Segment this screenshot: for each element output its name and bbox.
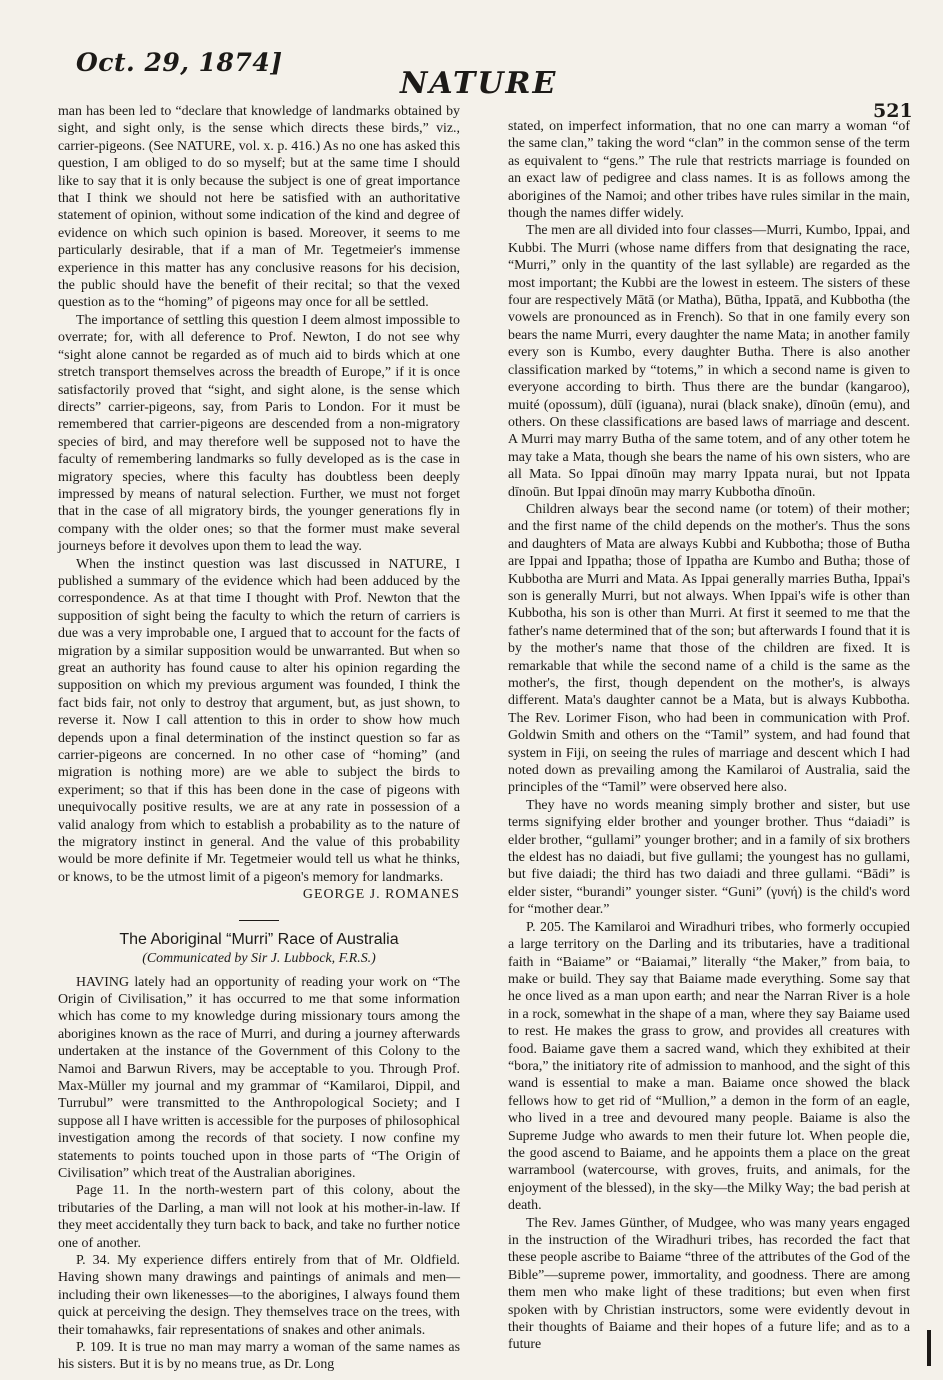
paragraph: They have no words meaning simply brother and sister, but use terms signifying elder brother and younger brother. Thus “daiadi” is elder brother, “gullami” younger brother; and in a family of six brothers the eldest has no daiadi, but five gullami; the youngest has no gullami, but five daiadi; the third has two daiadi and three gullami. “Bādi” is elder sister, “burandi” younger sister. “Guni” (γυνή) is the child's word for “mother dear.” [508,797,910,918]
paragraph: man has been led to “declare that knowledge of landmarks obtained by sight, and sight only, is the sense which directs these birds,” viz., carrier-pigeons. (See NATURE, vol. x. p. 416.) As no one has asked this question, I am obliged to do so myself; but at the same time I should like to say that it is only because the subject is one of great importance that I think we should not here be satisfied with an authoritative statement of opinion, without some indication of the kind and degree of evidence on which such opinion is based. Moreover, it seems to me particularly desirable, that if a man of Mr. Tegetmeier's immense experience in this matter has any conclusive reasons for his decision, the public should have the benefit of their recital; so that the vexed question as to the “homing” of pigeons may once for all be settled. [58,104,460,311]
page-number: 521 [873,100,913,122]
article-byline: (Communicated by Sir J. Lubbock, F.R.S.) [142,951,376,967]
paragraph: Children always bear the second name (or totem) of their mother; and the first name of the child depends on the mother's. Thus the sons and daughters of Mata are always Kubbi and Kubbotha; those of Butha are Ippai and Ippatha; those of Ippatha are Kumbo and Butha; those of Kubbotha are Murri and Mata. As Ippai generally marries Butha, Ippai's son is generally Murri, but not always. When Ippai's wife is other than Kubbotha, his son is other than Murri. At first it seemed to me that the father's name determined that of the son; but afterwards I found that it is by the mother's name that those of the children are fixed. It is remarkable that while the second name of a child is the same as the mother's, the first, though dependent on the mother's, is always different. Mata's daughter cannot be a Mata, but is always Kubbotha. The Rev. Lorimer Fison, who had been in communication with Prof. Goldwin Smith and others on the “Tamil” system, and had found that system in Fiji, on seeing the rules of marriage and descent which I had noted down as prevailing among the Kamilaroi of Australia, said the principles of the “Tamil” were observed here also. [508,501,910,796]
journal-title: NATURE [400,66,558,101]
section-divider [239,920,279,921]
paragraph: P. 205. The Kamilaroi and Wiradhuri tribes, who formerly occupied a large territory on the Darling and its tributaries, have a traditional faith in “Baiame” or “Baiamai,” literally “the Maker,” from baia, to make or build. They say that Baiame made everything. Some say that he once lived as a man upon earth; and near the Narran River is a hole in a rock, somewhat in the shape of a man, where they say Baiame used to rest. He makes the grass to grow, and provides all creatures with food. Baiame gave them a sacred wand, which they exhibited at their “bora,” the initiatory rite of admission to manhood, and the sight of this wand is essential to make a man. Baiame once showed the black fellows how to get rid of “Mullion,” a demon in the form of an eagle, who lived in a tree and devoured many people. Baiame is also the Supreme Judge who awards to men their future lot. When people die, the good ascend to Baiame, and he appoints them a place on the great warrambool (watercourse, with groves, fruits, and animals, for the enjoyment of the blessed), in the sky—the Milky Way; the bad perish at death. [508,919,910,1214]
paragraph: The importance of settling this question I deem almost impossible to overrate; for, with all deference to Prof. Newton, I do not see why “sight alone cannot be regarded as of much aid to birds which at one stretch transport themselves across the breadth of Europe,” if it is once satisfactorily proved that “sight, and sight alone, is the sense which directs” carrier-pigeons, say, from Paris to London. For it must be remembered that carrier-pigeons are descended from a non-migratory species of bird, and may therefore well be supposed not to have the faculty of remembering landmarks so fully developed as is the case in migratory species, where this faculty has doubtless been deeply impressed by means of natural selection. Further, we must not forget that in the case of all migratory birds, the younger generations fly in company with the older ones; so that the former must make several journeys before it devolves upon them to lead the way. [58,312,460,555]
article-title: The Aboriginal “Murri” Race of Australia [119,930,399,948]
paragraph: The men are all divided into four classes—Murri, Kumbo, Ippai, and Kubbi. The Murri (whose name differs from that designating the race, “Murri,” only in the quantity of the last syllable) are regarded as the most important; the Kubbi are the lowest in esteem. The sisters of these four are respectively Mātā (or Matha), Būtha, Ippatā, and Kubbotha (the vowels are pronounced as in French). So that in one family every son bears the name Murri, every daughter the name Mata; in another family every son is Kumbo, every daughter Butha. There is also another classification marked by “totems,” in which a second name is given to everyone according to birth. Thus there are the bundar (kangaroo), muité (opossum), dūlī (iguana), nurai (black snake), dīnoūn (emu), and others. On these classifications are based laws of marriage and descent. A Murri may marry Butha of the same totem, and of any other totem he may take a Mata, though she bears the name of his own sisters, who are all Mata. So Ippai dīnoūn may marry Ippata nurai, but not Ippata dīnoūn. But Ippai dīnoūn may marry Kubbotha dīnoūn. [508,223,910,500]
paragraph: HAVING lately had an opportunity of reading your work on “The Origin of Civilisation,” it has occurred to me that some information which has come to my knowledge during missionary tours among the aborigines known as the race of Murri, and during a journey afterwards undertaken at the instance of the Government of this Colony to the Namoi and Barwun Rivers, may be acceptable to you. Through Prof. Max-Müller my journal and my grammar of “Kamilaroi, Dippil, and Turrubul” were transmitted to the Anthropological Society; and I suppose all I have written is accessible for the purposes of philosophical investigation among the records of that society. I now confine my statements to points touched upon in those parts of “The Origin of Civilisation” which treat of the Australian aborigines. [58,974,460,1181]
paragraph: P. 34. My experience differs entirely from that of Mr. Oldfield. Having shown many drawings and paintings of animals and men—including their own likenesses—to the aborigines, I always found them quick at perceiving the design. They themselves trace on the trees, with their tomahawks, fair representations of snakes and other animals. [58,1253,460,1338]
paragraph: When the instinct question was last discussed in NATURE, I published a summary of the evidence which had been adduced by the correspondence. As at that time I thought with Prof. Newton that the supposition of sight being the faculty to which the return of carriers is due was a very improbable one, I argued that to account for the facts of migration by a similar supposition would be unwarranted. But when so great an authority has found cause to alter his opinion regarding the supposition on which my previous argument was founded, I think the fact bids fair, not only to destroy that argument, but, as just shown, to reverse it. Now I call attention to this in order to show how much depends upon a final determination of the instinct question so far as carrier-pigeons are concerned. In no other case of “homing” (and migration is nothing more) are we able to subject the birds to experiment; so that if this has been done in the case of pigeons with unequivocally positive results, we are at any rate in possession of a valid analogy from which to establish a probability as to the nature of the migratory instinct in general. And the value of this probability would be more definite if Mr. Tegetmeier would tell us what he thinks, or knows, to be the utmost limit of a pigeon's memory for landmarks. [58,556,460,885]
paragraph: P. 109. It is true no man may marry a woman of the same names as his sisters. But it is by no means true, as Dr. Long [58,1340,460,1373]
right-column [508,118,910,1368]
issue-date: Oct. 29, 1874] [76,48,283,77]
margin-mark [927,1330,931,1366]
left-column [58,103,460,1373]
paragraph: stated, on imperfect information, that no one can marry a woman “of the same clan,” taking the word “clan” in the common sense of the term as equivalent to “gens.” The rule that restricts marriage is founded on an exact law of pedigree and class names. It is as follows among the aborigines of the Namoi; and other tribes have rules similar in the main, though the names differ widely. [508,119,910,222]
author-signature: GEORGE J. ROMANES [302,887,460,903]
page-header [0,0,943,122]
paragraph: Page 11. In the north-western part of this colony, about the tributaries of the Darling, a man will not look at his mother-in-law. If they meet accidentally they turn back to back, and take no further notice one of another. [58,1183,460,1251]
paragraph: The Rev. James Günther, of Mudgee, who was many years engaged in the instruction of the Wiradhuri tribes, has recorded the fact that these people ascribe to Baiame “three of the attributes of the God of the Bible”—supreme power, immortality, and goodness. There are among them men who make light of these traditions; but even when first spoken with by Christian instructors, some were evidently devout in their thoughts of Baiame and their hopes of a future life; and as to a future [508,1215,910,1353]
